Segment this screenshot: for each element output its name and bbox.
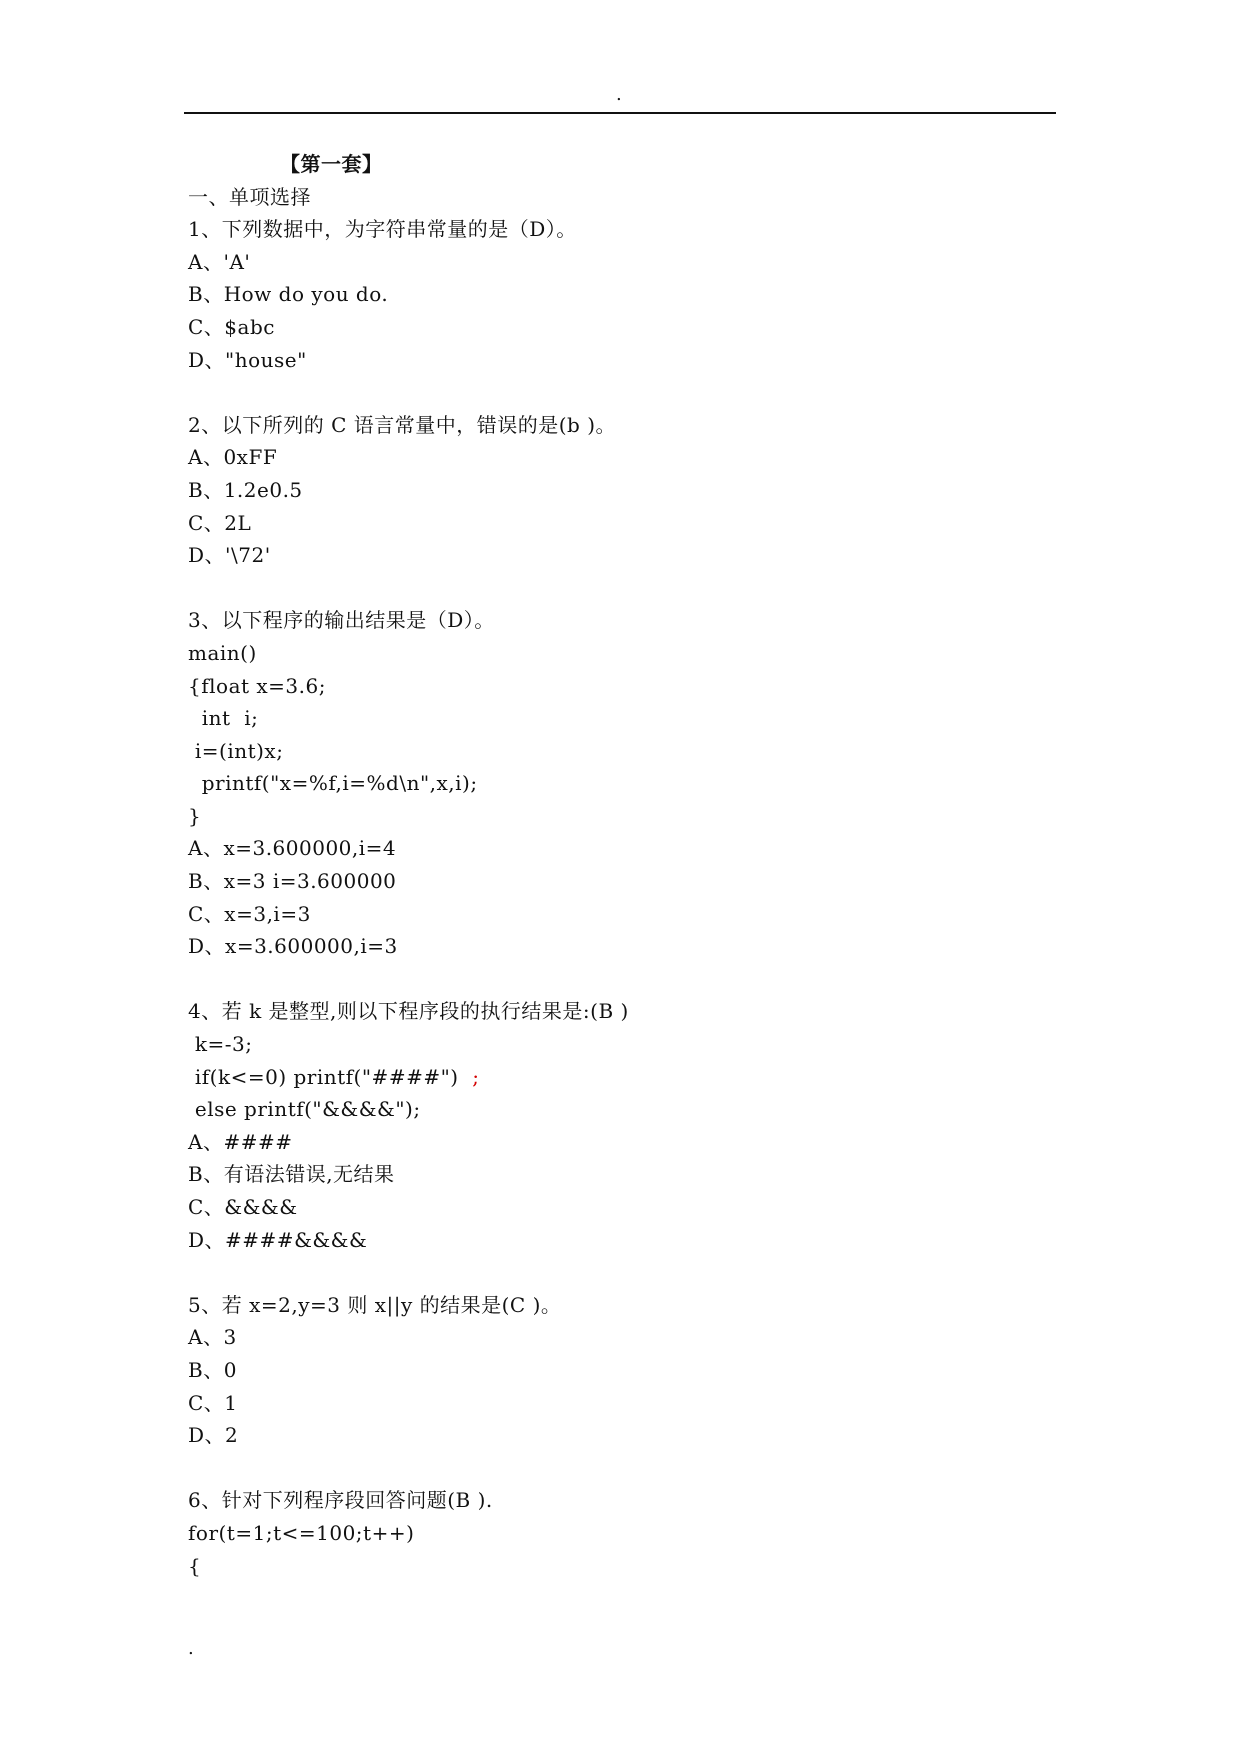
spacer xyxy=(188,1256,1048,1289)
spacer xyxy=(188,1452,1048,1485)
question-4 xyxy=(188,995,1048,1256)
option-c: C、2L xyxy=(188,510,252,535)
question-stem: 2、以下所列的 C 语言常量中，错误的是(b )。 xyxy=(188,412,617,437)
question-stem: 1、下列数据中，为字符串常量的是（D）。 xyxy=(188,217,577,242)
code-line: int i; xyxy=(188,706,259,731)
spacer xyxy=(188,963,1048,996)
code-line: { xyxy=(188,1553,202,1578)
option-b: B、1.2e0.5 xyxy=(188,477,303,502)
code-line: {float x=3.6; xyxy=(188,673,326,698)
code-line: i=(int)x; xyxy=(188,738,284,763)
header-mark: . xyxy=(616,84,622,105)
option-b: B、有语法错误,无结果 xyxy=(188,1162,395,1187)
question-5 xyxy=(188,1289,1048,1452)
document-body xyxy=(188,148,1048,1582)
red-semicolon: ; xyxy=(465,1064,480,1089)
option-d: D、2 xyxy=(188,1423,239,1448)
question-stem: 3、以下程序的输出结果是（D）。 xyxy=(188,608,495,633)
code-line: for(t=1;t<=100;t++) xyxy=(188,1520,415,1545)
option-a: A、#### xyxy=(188,1129,293,1154)
option-a: A、'A' xyxy=(188,249,251,274)
question-stem: 5、若 x=2,y=3 则 x||y 的结果是(C )。 xyxy=(188,1292,562,1317)
question-2 xyxy=(188,409,1048,572)
option-b: B、How do you do. xyxy=(188,282,389,307)
question-stem: 4、若 k 是整型,则以下程序段的执行结果是:(B ) xyxy=(188,999,629,1024)
code-line: printf("x=%f,i=%d\n",x,i); xyxy=(188,771,478,796)
option-c: C、&&&& xyxy=(188,1195,298,1219)
option-c: C、x=3,i=3 xyxy=(188,901,311,926)
option-d: D、"house" xyxy=(188,347,307,372)
page-title: 【第一套】 xyxy=(280,152,383,176)
option-a: A、3 xyxy=(188,1325,237,1350)
question-stem: 6、针对下列程序段回答问题(B ). xyxy=(188,1488,493,1513)
option-b: B、x=3 i=3.600000 xyxy=(188,869,397,894)
question-6 xyxy=(188,1484,1048,1582)
code-line: } xyxy=(188,803,202,828)
spacer xyxy=(188,572,1048,605)
code-text: if(k<=0) printf("####") xyxy=(188,1064,466,1089)
option-d: D、x=3.600000,i=3 xyxy=(188,934,398,959)
option-a: A、0xFF xyxy=(188,445,278,470)
option-b: B、0 xyxy=(188,1357,237,1382)
option-c: C、$abc xyxy=(188,314,275,339)
code-line: main() xyxy=(188,640,257,665)
question-3 xyxy=(188,604,1048,963)
footer-mark: . xyxy=(188,1638,194,1659)
code-line: else printf("&&&&"); xyxy=(188,1097,421,1122)
spacer xyxy=(188,376,1048,409)
option-c: C、1 xyxy=(188,1390,238,1415)
question-1 xyxy=(188,213,1048,376)
option-d: D、####&&&& xyxy=(188,1227,368,1252)
option-a: A、x=3.600000,i=4 xyxy=(188,836,397,861)
code-line: k=-3; xyxy=(188,1032,253,1057)
header-rule xyxy=(184,112,1056,114)
code-line xyxy=(188,1061,1048,1094)
option-d: D、'\72' xyxy=(188,543,271,568)
section-heading: 一、单项选择 xyxy=(188,184,311,209)
